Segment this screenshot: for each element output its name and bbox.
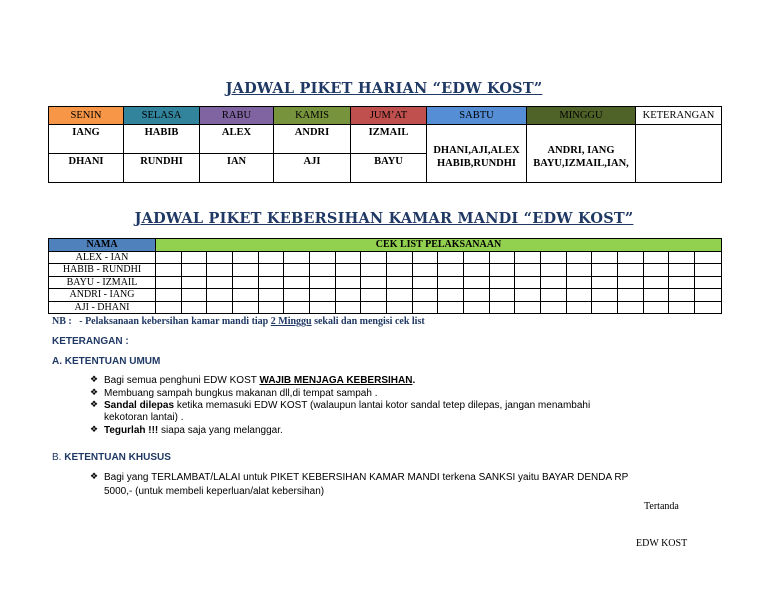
checklist-box[interactable] [258, 289, 284, 302]
checklist-box[interactable] [489, 264, 515, 277]
checklist-box[interactable] [412, 276, 438, 289]
checklist-box[interactable] [438, 251, 464, 264]
nb-label: NB : [52, 316, 72, 327]
rule-a2 [90, 388, 378, 399]
checklist-box[interactable] [489, 276, 515, 289]
nb-text-b: sekali dan mengisi cek list [314, 316, 425, 327]
checklist-box[interactable] [156, 264, 182, 277]
checklist-box[interactable] [207, 251, 233, 264]
cell-kamis-1: ANDRI [274, 125, 351, 154]
checklist-box[interactable] [335, 264, 361, 277]
checklist-box[interactable] [695, 251, 722, 264]
header-nama: NAMA [49, 239, 156, 252]
checklist-box[interactable] [233, 264, 259, 277]
checklist-box[interactable] [618, 301, 644, 314]
checklist-box[interactable] [489, 251, 515, 264]
diamond-bullet-icon: ❖ [90, 388, 99, 398]
bathroom-checklist-table [48, 238, 722, 314]
checklist-box[interactable] [310, 301, 336, 314]
checklist-box[interactable] [541, 301, 567, 314]
diamond-bullet-icon: ❖ [90, 375, 99, 385]
checklist-box[interactable] [695, 289, 722, 302]
checklist-box[interactable] [361, 289, 387, 302]
checklist-box[interactable] [618, 276, 644, 289]
rule-a4-bold: Tegurlah !!! [104, 425, 159, 436]
checklist-box[interactable] [387, 276, 413, 289]
checklist-box[interactable] [695, 264, 722, 277]
daily-schedule-table [48, 106, 722, 183]
checklist-box[interactable] [207, 264, 233, 277]
rule-a3-continued: kekotoran lantai) . [104, 412, 184, 423]
rule-a3-bold: Sandal dilepas [104, 400, 175, 411]
checklist-box[interactable] [592, 251, 618, 264]
section-a-title: A. KETENTUAN UMUM [52, 356, 161, 367]
checklist-box[interactable] [284, 301, 310, 314]
nb-text-a: - Pelaksanaan kebersihan kamar mandi tiap [79, 316, 269, 327]
cell-keterangan [636, 125, 722, 183]
checklist-box[interactable] [464, 251, 490, 264]
checklist-name: AJI - DHANI [49, 301, 156, 314]
rule-a1 [90, 375, 416, 386]
checklist-box[interactable] [156, 276, 182, 289]
cell-senin-2: DHANI [49, 154, 124, 183]
checklist-box[interactable] [412, 289, 438, 302]
checklist-box[interactable] [258, 276, 284, 289]
checklist-box[interactable] [207, 289, 233, 302]
checklist-box[interactable] [361, 264, 387, 277]
rule-a4-text: siapa saja yang melanggar. [161, 425, 283, 436]
header-selasa: SELASA [124, 107, 200, 125]
checklist-box[interactable] [592, 276, 618, 289]
checklist-row [49, 251, 722, 264]
checklist-box[interactable] [669, 251, 695, 264]
checklist-row [49, 264, 722, 277]
checklist-box[interactable] [515, 264, 541, 277]
bathroom-schedule-title: JADWAL PIKET KEBERSIHAN KAMAR MANDI “EDW KOST” [134, 210, 634, 227]
cell-kamis-2: AJI [274, 154, 351, 183]
signer-name: EDW KOST [636, 538, 688, 549]
checklist-box[interactable] [207, 276, 233, 289]
checklist-box[interactable] [618, 289, 644, 302]
checklist-box[interactable] [566, 264, 592, 277]
checklist-box[interactable] [258, 251, 284, 264]
checklist-box[interactable] [233, 276, 259, 289]
minggu-line-2: BAYU,IZMAIL,IAN, [533, 157, 629, 169]
checklist-box[interactable] [181, 251, 207, 264]
checklist-name: ANDRI - IANG [49, 289, 156, 302]
checklist-box[interactable] [181, 264, 207, 277]
header-minggu: MINGGU [527, 107, 636, 125]
header-jumat: JUM’AT [351, 107, 427, 125]
checklist-box[interactable] [515, 276, 541, 289]
rule-a4 [90, 425, 283, 436]
checklist-box[interactable] [438, 264, 464, 277]
cell-jumat-1: IZMAIL [351, 125, 427, 154]
checklist-box[interactable] [335, 276, 361, 289]
checklist-box[interactable] [669, 301, 695, 314]
daily-schedule-title: JADWAL PIKET HARIAN “EDW KOST” [225, 80, 543, 97]
checklist-box[interactable] [592, 301, 618, 314]
checklist-box[interactable] [310, 276, 336, 289]
checklist-box[interactable] [695, 301, 722, 314]
rule-b1-text: Bagi yang TERLAMBAT/LALAI untuk PIKET KEBERSIHAN KAMAR MANDI terkena SANKSI yaitu BAYAR DENDA RP [104, 472, 629, 483]
checklist-box[interactable] [438, 289, 464, 302]
keterangan-heading: KETERANGAN : [52, 336, 129, 347]
checklist-name: HABIB - RUNDHI [49, 264, 156, 277]
signature-label: Tertanda [644, 501, 679, 512]
checklist-box[interactable] [387, 264, 413, 277]
cell-selasa-2: RUNDHI [124, 154, 200, 183]
checklist-header-row [49, 239, 722, 252]
section-b-title [52, 452, 171, 463]
daily-row-1 [49, 125, 722, 154]
header-rabu: RABU [200, 107, 274, 125]
diamond-bullet-icon: ❖ [90, 425, 99, 435]
checklist-box[interactable] [541, 264, 567, 277]
checklist-box[interactable] [669, 276, 695, 289]
header-checklist: CEK LIST PELAKSANAAN [156, 239, 722, 252]
checklist-box[interactable] [464, 301, 490, 314]
checklist-box[interactable] [284, 276, 310, 289]
checklist-box[interactable] [412, 301, 438, 314]
cell-rabu-2: IAN [200, 154, 274, 183]
rule-a3 [90, 400, 716, 411]
diamond-bullet-icon: ❖ [90, 472, 99, 482]
checklist-body [49, 251, 722, 314]
checklist-box[interactable] [310, 251, 336, 264]
cell-jumat-2: BAYU [351, 154, 427, 183]
rule-a1-pre: Bagi semua penghuni EDW KOST [104, 375, 257, 386]
sabtu-line-1: DHANI,AJI,ALEX [433, 144, 520, 156]
checklist-box[interactable] [541, 276, 567, 289]
checklist-box[interactable] [438, 276, 464, 289]
checklist-box[interactable] [438, 301, 464, 314]
checklist-box[interactable] [156, 301, 182, 314]
checklist-box[interactable] [233, 301, 259, 314]
checklist-box[interactable] [515, 251, 541, 264]
checklist-row [49, 276, 722, 289]
header-kamis: KAMIS [274, 107, 351, 125]
checklist-box[interactable] [541, 251, 567, 264]
checklist-box[interactable] [258, 301, 284, 314]
checklist-box[interactable] [284, 251, 310, 264]
checklist-box[interactable] [489, 301, 515, 314]
header-keterangan: KETERANGAN [636, 107, 722, 125]
nb-text-underline: 2 Minggu [270, 316, 312, 327]
cell-senin-1: IANG [49, 125, 124, 154]
checklist-box[interactable] [207, 301, 233, 314]
checklist-box[interactable] [284, 289, 310, 302]
checklist-name: ALEX - IAN [49, 251, 156, 264]
rule-a1-post: . [412, 375, 416, 386]
cell-sabtu [427, 125, 527, 183]
checklist-box[interactable] [464, 289, 490, 302]
checklist-box[interactable] [566, 289, 592, 302]
diamond-bullet-icon: ❖ [90, 400, 99, 410]
checklist-box[interactable] [335, 251, 361, 264]
checklist-box[interactable] [181, 289, 207, 302]
rule-b1 [90, 472, 629, 483]
minggu-line-1: ANDRI, IANG [547, 144, 615, 156]
checklist-box[interactable] [181, 276, 207, 289]
header-sabtu: SABTU [427, 107, 527, 125]
checklist-box[interactable] [181, 301, 207, 314]
checklist-box[interactable] [669, 289, 695, 302]
rule-a2-text: Membuang sampah bungkus makanan dll,di tempat sampah . [104, 388, 378, 399]
checklist-box[interactable] [310, 264, 336, 277]
checklist-box[interactable] [643, 289, 669, 302]
checklist-box[interactable] [643, 251, 669, 264]
rule-b1-continued: 5000,- (untuk membeli keperluan/alat kebersihan) [104, 486, 325, 497]
checklist-box[interactable] [284, 264, 310, 277]
checklist-box[interactable] [335, 289, 361, 302]
nb-note [52, 316, 425, 327]
section-b-prefix: B. [52, 452, 62, 463]
checklist-box[interactable] [643, 264, 669, 277]
daily-header-row [49, 107, 722, 125]
checklist-box[interactable] [618, 264, 644, 277]
checklist-box[interactable] [258, 264, 284, 277]
checklist-box[interactable] [489, 289, 515, 302]
sabtu-line-2: HABIB,RUNDHI [436, 157, 517, 169]
checklist-box[interactable] [643, 301, 669, 314]
checklist-box[interactable] [541, 289, 567, 302]
cell-rabu-1: ALEX [200, 125, 274, 154]
checklist-box[interactable] [464, 264, 490, 277]
checklist-box[interactable] [361, 276, 387, 289]
checklist-box[interactable] [669, 264, 695, 277]
checklist-box[interactable] [643, 276, 669, 289]
checklist-box[interactable] [387, 289, 413, 302]
checklist-box[interactable] [233, 289, 259, 302]
checklist-box[interactable] [387, 301, 413, 314]
rule-a3-text: ketika memasuki EDW KOST (walaupun lantai kotor sandal tetep dilepas, jangan menambahi [176, 400, 591, 411]
checklist-box[interactable] [310, 289, 336, 302]
checklist-box[interactable] [515, 301, 541, 314]
checklist-box[interactable] [412, 264, 438, 277]
checklist-box[interactable] [412, 251, 438, 264]
checklist-box[interactable] [233, 251, 259, 264]
checklist-box[interactable] [515, 289, 541, 302]
checklist-box[interactable] [566, 276, 592, 289]
checklist-box[interactable] [156, 289, 182, 302]
checklist-row [49, 301, 722, 314]
checklist-row [49, 289, 722, 302]
checklist-box[interactable] [566, 251, 592, 264]
checklist-box[interactable] [335, 301, 361, 314]
checklist-box[interactable] [361, 251, 387, 264]
rule-a1-bold: WAJIB MENJAGA KEBERSIHAN [259, 375, 413, 386]
checklist-box[interactable] [464, 276, 490, 289]
section-b-label: KETENTUAN KHUSUS [64, 452, 171, 463]
checklist-box[interactable] [592, 289, 618, 302]
checklist-box[interactable] [592, 264, 618, 277]
cell-selasa-1: HABIB [124, 125, 200, 154]
cell-minggu [527, 125, 636, 183]
checklist-box[interactable] [361, 301, 387, 314]
checklist-box[interactable] [695, 276, 722, 289]
header-senin: SENIN [49, 107, 124, 125]
checklist-box[interactable] [566, 301, 592, 314]
checklist-box[interactable] [387, 251, 413, 264]
checklist-box[interactable] [618, 251, 644, 264]
checklist-box[interactable] [156, 251, 182, 264]
checklist-name: BAYU - IZMAIL [49, 276, 156, 289]
